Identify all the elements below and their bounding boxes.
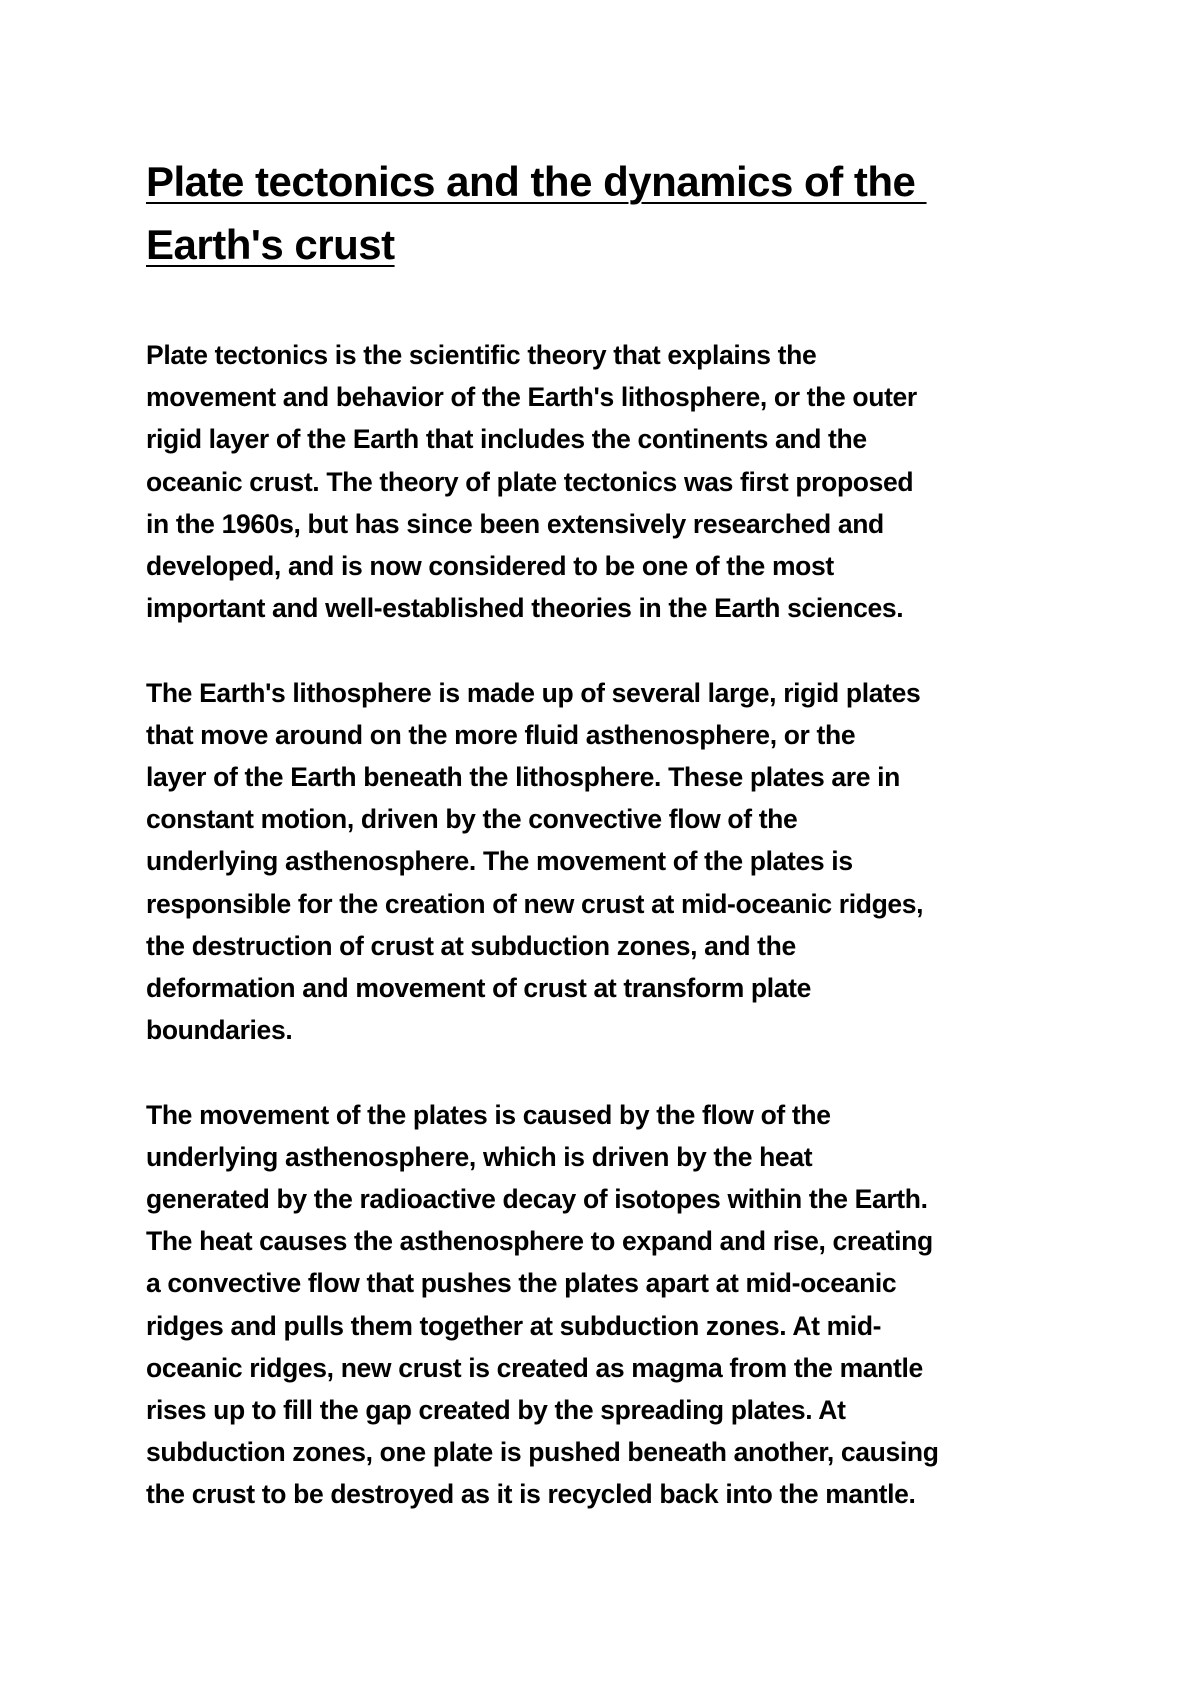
text-line: subduction zones, one plate is pushed beneath another, causing	[146, 1437, 939, 1468]
text-line: developed, and is now considered to be one of the most	[146, 551, 834, 582]
text-line: in the 1960s, but has since been extensively researched and	[146, 508, 884, 539]
text-line: underlying asthenosphere, which is driven by the heat	[146, 1141, 813, 1172]
text-line: oceanic ridges, new crust is created as magma from the mantle	[146, 1352, 923, 1383]
text-line: important and well-established theories in the Earth sciences.	[146, 593, 904, 624]
text-line: Plate tectonics is the scientific theory that explains the	[146, 340, 817, 370]
text-line: rises up to fill the gap created by the spreading plates. At	[146, 1395, 846, 1426]
title-line: Earth's crust	[146, 221, 395, 268]
text-line: layer of the Earth beneath the lithosphere. These plates are in	[146, 762, 901, 793]
text-line: that move around on the more fluid asthenosphere, or the	[146, 719, 856, 750]
text-line: The movement of the plates is caused by the flow of the	[146, 1099, 831, 1130]
text-line: boundaries.	[146, 1015, 293, 1046]
text-line: rigid layer of the Earth that includes the continents and the	[146, 424, 867, 455]
document-title	[146, 150, 1086, 276]
text-line: the crust to be destroyed as it is recycled back into the mantle.	[146, 1479, 916, 1510]
text-line: movement and behavior of the Earth's lithosphere, or the outer	[146, 382, 917, 413]
document-content	[146, 150, 1086, 1516]
text-line: The Earth's lithosphere is made up of several large, rigid plates	[146, 677, 921, 708]
paragraph-movement	[146, 1094, 1086, 1516]
text-line: generated by the radioactive decay of isotopes within the Earth.	[146, 1184, 928, 1215]
text-line: deformation and movement of crust at transform plate	[146, 973, 812, 1004]
paragraph-lithosphere	[146, 672, 1086, 1052]
title-line: Plate tectonics and the dynamics of the	[146, 158, 927, 205]
document-body	[146, 334, 1086, 1516]
text-line: underlying asthenosphere. The movement of the plates is	[146, 846, 853, 877]
text-line: constant motion, driven by the convective flow of the	[146, 804, 798, 835]
text-line: The heat causes the asthenosphere to expand and rise, creating	[146, 1226, 933, 1257]
text-line: the destruction of crust at subduction zones, and the	[146, 930, 796, 961]
text-line: ridges and pulls them together at subduction zones. At mid-	[146, 1310, 882, 1341]
text-line: responsible for the creation of new crust at mid-oceanic ridges,	[146, 888, 924, 919]
text-line: oceanic crust. The theory of plate tectonics was first proposed	[146, 466, 914, 497]
text-line: a convective flow that pushes the plates apart at mid-oceanic	[146, 1268, 897, 1299]
paragraph-intro	[146, 334, 1086, 629]
